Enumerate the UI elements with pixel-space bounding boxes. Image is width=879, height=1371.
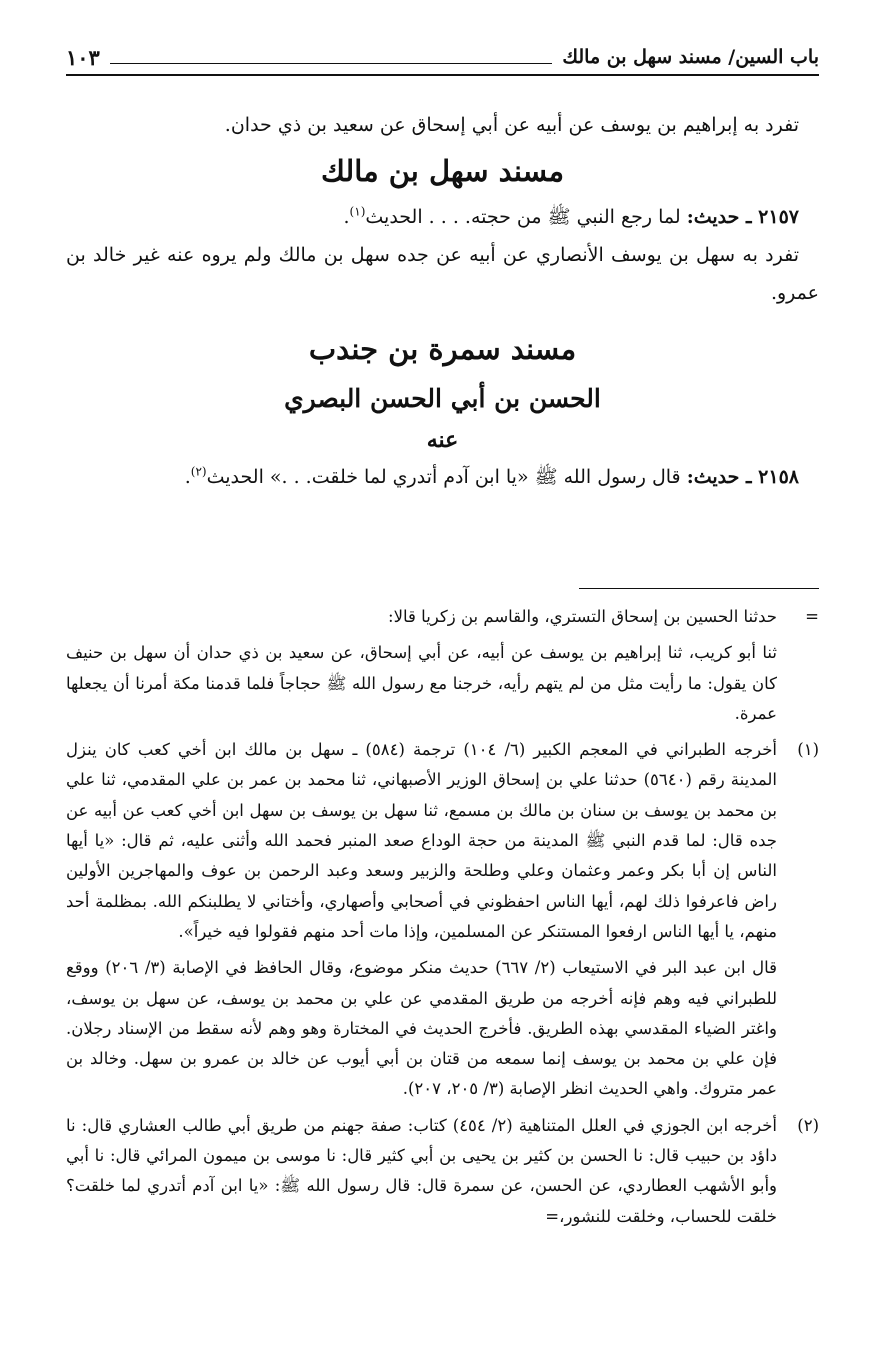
- hadith-2157: [66, 198, 819, 236]
- hadith-2158: [66, 458, 819, 496]
- footnote-2: [66, 1111, 819, 1232]
- section-heading-samura: مسند سمرة بن جندب: [308, 332, 577, 366]
- section-heading-sahl: مسند سهل بن مالك: [320, 154, 565, 188]
- continuation-marker: =: [805, 607, 819, 626]
- hadith-2158-text: قال رسول الله ﷺ «يا ابن آدم أتدري لما خلقت. . .» الحديث: [206, 466, 681, 488]
- footnote-1-marker: (١): [797, 740, 819, 760]
- continuation-line: حدثنا الحسين بن إسحاق التستري، والقاسم بن زكريا قالا:: [388, 607, 777, 626]
- running-title: باب السين/ مسند سهل بن مالك: [562, 46, 819, 68]
- subheading-hasan: الحسن بن أبي الحسن البصري: [284, 384, 601, 413]
- footnote-1-continuation: قال ابن عبد البر في الاستيعاب (٢/ ٦٦٧) حديث منكر موضوع، وقال الحافظ في الإصابة (٣/ ٢٠٦) ووقع للطبراني فيه وهم فإنه أخرجه من طريق المقدمي عن علي بن محمد بن يوسف، عن سهل بن يوسف، واغتر الضياء المقدسي بهذه الطريق. فأخرج الحديث في المختارة وهو وهم لأنه سقط من الإسناد رجلان. فإن علي بن محمد بن يوسف إنما سمعه من قتان بن أبي أيوب عن خالد بن عمرو بن سهل. وخالد بن عمر متروك. واهي الحديث انظر الإصابة (٣/ ٢٠٥، ٢٠٧).: [66, 958, 778, 1099]
- running-header: [66, 40, 819, 76]
- footnote-separator: [579, 588, 819, 589]
- footnote-ref-1[interactable]: (١): [349, 204, 366, 219]
- page-number: ١٠٣: [66, 44, 100, 70]
- footnote-ref-2[interactable]: (٢): [190, 464, 207, 479]
- hadith-2157-text: لما رجع النبي ﷺ من حجته. . . . الحديث: [365, 206, 681, 228]
- intro-paragraph: تفرد به إبراهيم بن يوسف عن أبيه عن أبي إسحاق عن سعيد بن ذي حدان.: [224, 114, 799, 136]
- footnote-1-text: أخرجه الطبراني في المعجم الكبير (٦/ ١٠٤) ترجمة (٥٨٤) ـ سهل بن مالك ابن أخي كعب كان ينزل المدينة رقم (٥٦٤٠) حدثنا علي بن إسحاق الوزير الأصبهاني، ثنا محمد بن عمر بن علي المقدمي، ثنا علي بن محمد بن يوسف بن سنان بن مالك بن مسمع، ثنا سهل بن يوسف بن سهل ابن أخي كعب عن أبيه عن جده قال: لما قدم النبي ﷺ المدينة من حجة الوداع صعد المنبر فحمد الله وأثنى عليه، ثم قال: «يا أيها الناس إن أبا بكر وعمر وعثمان وعلي وطلحة والزبير وسعد وعبد الرحمن بن عوف والمهاجرين الأولين راض فاعرفوا ذلك لهم، أيها الناس احفظوني في أصحابي وأصهاري، وأختاني لا يطلبنكم الله. بمظلمة أحد منهم، يا أيها الناس ارفعوا المستنكر عن المسلمين، وإذا مات أحد منهم فقولوا فيه خيراً».: [66, 740, 777, 941]
- hadith-2157-remark: تفرد به سهل بن يوسف الأنصاري عن أبيه عن جده سهل بن مالك ولم يروه عنه غير خالد بن عمرو.: [66, 244, 819, 304]
- footnote-2-marker: (٢): [797, 1115, 819, 1135]
- main-text: [66, 106, 819, 496]
- footnote-1: [66, 735, 819, 947]
- subheading-anhu: عنه: [426, 427, 459, 453]
- footnote-continuation: [66, 602, 819, 632]
- hadith-2158-label: ٢١٥٨ ـ حديث:: [686, 466, 799, 488]
- footnotes: [66, 602, 819, 1238]
- header-rule: [110, 51, 553, 64]
- continuation-body: ثنا أبو كريب، ثنا إبراهيم بن يوسف عن أبيه، عن أبي إسحاق، عن سعيد بن ذي حدان أن سهل بن حنيف كان يقول: ما رأيت مثل من لم يتهم رأيه، خرجنا مع رسول الله ﷺ حجاجاً فلما قدمنا مكة أمرنا أن يجعلها عمرة.: [66, 643, 777, 723]
- hadith-2158-end: .: [184, 466, 191, 488]
- hadith-2157-end: .: [343, 206, 350, 228]
- hadith-2157-label: ٢١٥٧ ـ حديث:: [686, 206, 799, 228]
- footnote-2-text: أخرجه ابن الجوزي في العلل المتناهية (٢/ ٤٥٤) كتاب: صفة جهنم من طريق أبي طالب العشاري قال: نا داؤد بن حبيب قال: نا الحسن بن كثير بن يحيى بن أبي كثير قال: نا موسى بن ميمون المرائي قال: نا أبي وأبو الأشهب العطاردي، عن الحسن، عن سمرة قال: قال رسول الله ﷺ: «يا ابن آدم أتدري لما خلقت؟ خلقت للحساب، وخلقت للنشور،=: [66, 1115, 777, 1226]
